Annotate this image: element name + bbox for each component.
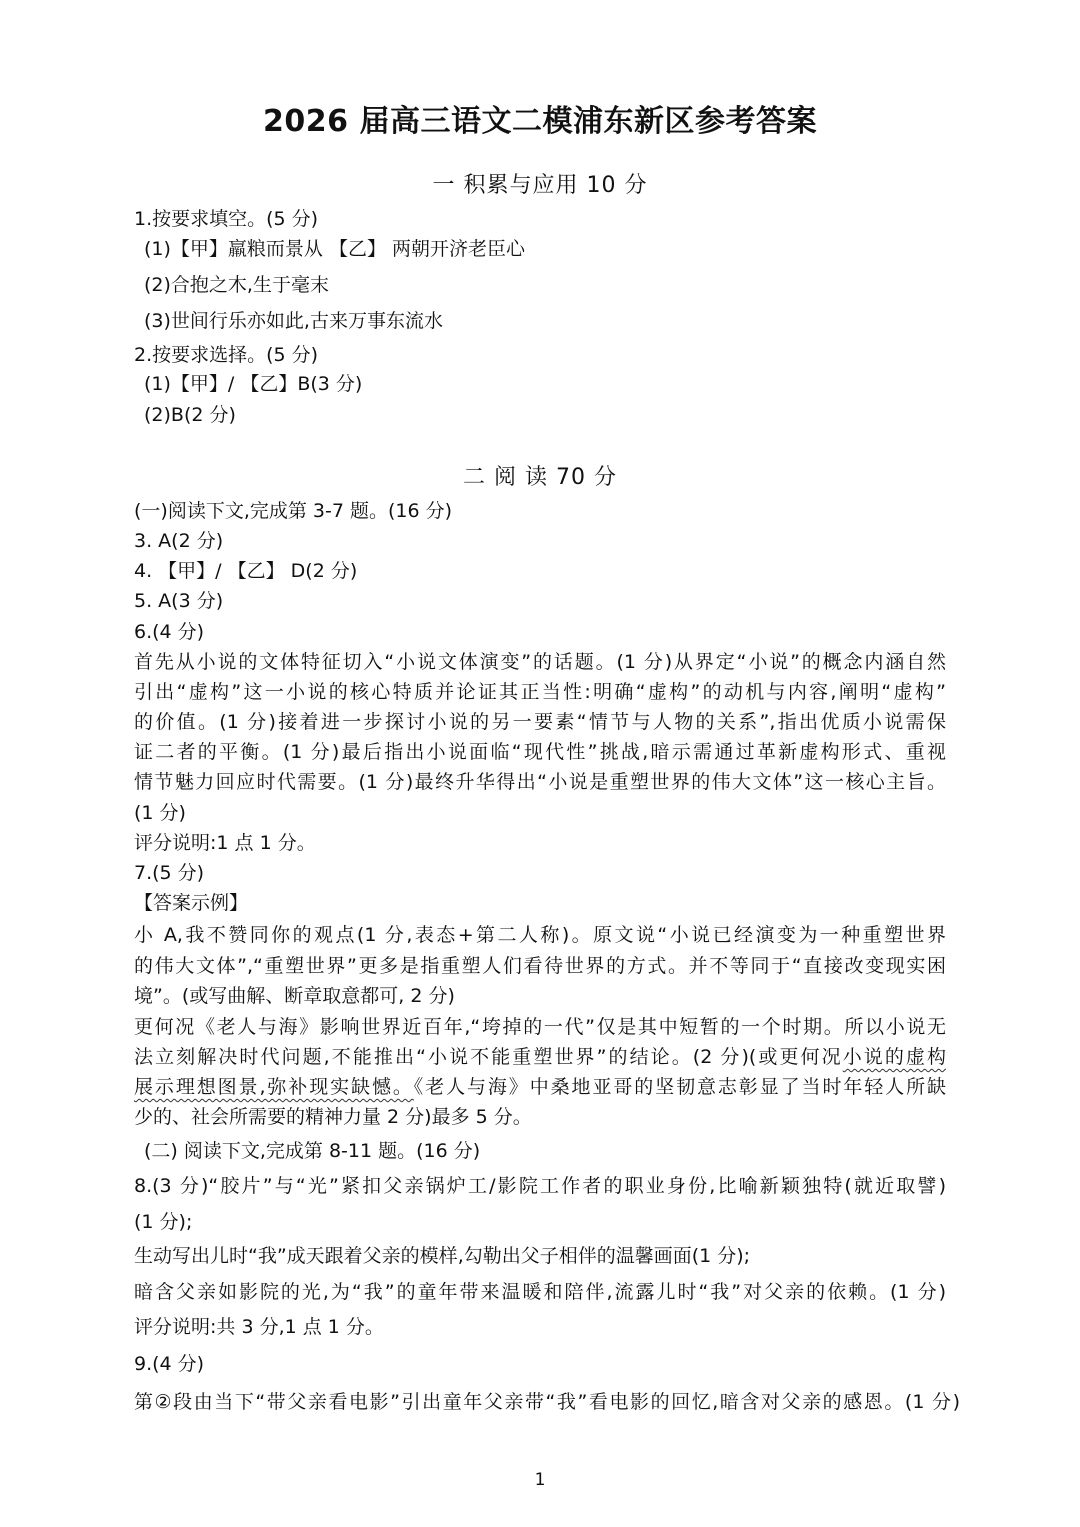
q2-item: (2)B(2 分) bbox=[144, 404, 236, 426]
q2-item: (1)【甲】/ 【乙】B(3 分) bbox=[144, 373, 363, 395]
q6-scoring-note: 评分说明:1 点 1 分。 bbox=[134, 832, 316, 854]
page-number: 1 bbox=[534, 1470, 546, 1490]
q6-paragraph-line: 的价值。(1 分)接着进一步探讨小说的另一要素“情节与人物的关系”,指出优质小说需保 bbox=[134, 711, 946, 733]
section-heading-reading: 二 阅 读 70 分 bbox=[463, 465, 617, 490]
q7-example-label: 【答案示例】 bbox=[134, 892, 249, 914]
part1-title: (一)阅读下文,完成第 3-7 题。(16 分) bbox=[134, 500, 453, 522]
q7-paragraph-line bbox=[134, 1074, 946, 1100]
q8-scoring-note: 评分说明:共 3 分,1 点 1 分。 bbox=[134, 1316, 384, 1338]
page-title: 2026 届高三语文二模浦东新区参考答案 bbox=[263, 104, 817, 139]
q3-answer: 3. A(2 分) bbox=[134, 530, 224, 552]
q8-line: (1 分); bbox=[134, 1211, 193, 1233]
q9-line: 第②段由当下“带父亲看电影”引出童年父亲带“我”看电影的回忆,暗含对父亲的感恩。(1 分) bbox=[134, 1391, 960, 1413]
q8-line: 8.(3 分)“胶片”与“光”紧扣父亲锅炉工/影院工作者的职业身份,比喻新颖独特(就近取譬) bbox=[134, 1175, 946, 1197]
q7-paragraph-line: 小 A,我不赞同你的观点(1 分,表态+第二人称)。原文说“小说已经演变为一种重塑世界 bbox=[134, 924, 946, 946]
wavy-underlined-text: 小说的虚构 bbox=[842, 1046, 946, 1068]
wavy-underlined-text: 展示理想图景,弥补现实缺憾。 bbox=[134, 1076, 414, 1098]
q6-paragraph-line: (1 分) bbox=[134, 802, 186, 824]
q7-title: 7.(5 分) bbox=[134, 862, 205, 884]
q2-title: 2.按要求选择。(5 分) bbox=[134, 344, 319, 366]
q7-line-text: 法立刻解决时代问题,不能推出“小说不能重塑世界”的结论。(2 分)(或更何况 bbox=[134, 1046, 843, 1068]
q6-paragraph-line: 引出“虚构”这一小说的核心特质并论证其正当性:明确“虚构”的动机与内容,阐明“虚构” bbox=[134, 681, 946, 703]
q6-paragraph-line: 情节魅力回应时代需要。(1 分)最终升华得出“小说是重塑世界的伟大文体”这一核心主旨。 bbox=[134, 771, 946, 793]
q5-answer: 5. A(3 分) bbox=[134, 590, 224, 612]
q7-line-text: 《老人与海》中桑地亚哥的坚韧意志彰显了当时年轻人所缺 bbox=[413, 1076, 946, 1098]
q7-paragraph-line: 少的、社会所需要的精神力量 2 分)最多 5 分。 bbox=[134, 1106, 532, 1128]
q6-paragraph-line: 证二者的平衡。(1 分)最后指出小说面临“现代性”挑战,暗示需通过革新虚构形式、重视 bbox=[134, 741, 946, 763]
q7-paragraph-line bbox=[134, 1044, 946, 1070]
q1-item: (3)世间行乐亦如此,古来万事东流水 bbox=[144, 310, 443, 332]
q1-title: 1.按要求填空。(5 分) bbox=[134, 208, 319, 230]
q4-answer: 4. 【甲】/ 【乙】 D(2 分) bbox=[134, 560, 358, 582]
q9-title: 9.(4 分) bbox=[134, 1353, 205, 1375]
q1-item: (2)合抱之木,生于毫末 bbox=[144, 274, 329, 296]
section-heading-accumulation: 一 积累与应用 10 分 bbox=[432, 173, 648, 198]
q6-title: 6.(4 分) bbox=[134, 621, 205, 643]
q7-paragraph-line: 更何况《老人与海》影响世界近百年,“垮掉的一代”仅是其中短暂的一个时期。所以小说无 bbox=[134, 1016, 946, 1038]
q8-line: 暗含父亲如影院的光,为“我”的童年带来温暖和陪伴,流露儿时“我”对父亲的依赖。(1 分) bbox=[134, 1281, 946, 1303]
q6-paragraph-line: 首先从小说的文体特征切入“小说文体演变”的话题。(1 分)从界定“小说”的概念内涵自然 bbox=[134, 651, 946, 673]
q7-paragraph-line: 的伟大文体”,“重塑世界”更多是指重塑人们看待世界的方式。并不等同于“直接改变现实困 bbox=[134, 955, 946, 977]
q7-paragraph-line: 境”。(或写曲解、断章取意都可, 2 分) bbox=[134, 985, 455, 1007]
q8-line: 生动写出儿时“我”成天跟着父亲的模样,勾勒出父子相伴的温馨画面(1 分); bbox=[134, 1245, 751, 1267]
q1-item: (1)【甲】羸粮而景从 【乙】 两朝开济老臣心 bbox=[144, 238, 525, 260]
part2-title: (二) 阅读下文,完成第 8-11 题。(16 分) bbox=[144, 1140, 481, 1162]
